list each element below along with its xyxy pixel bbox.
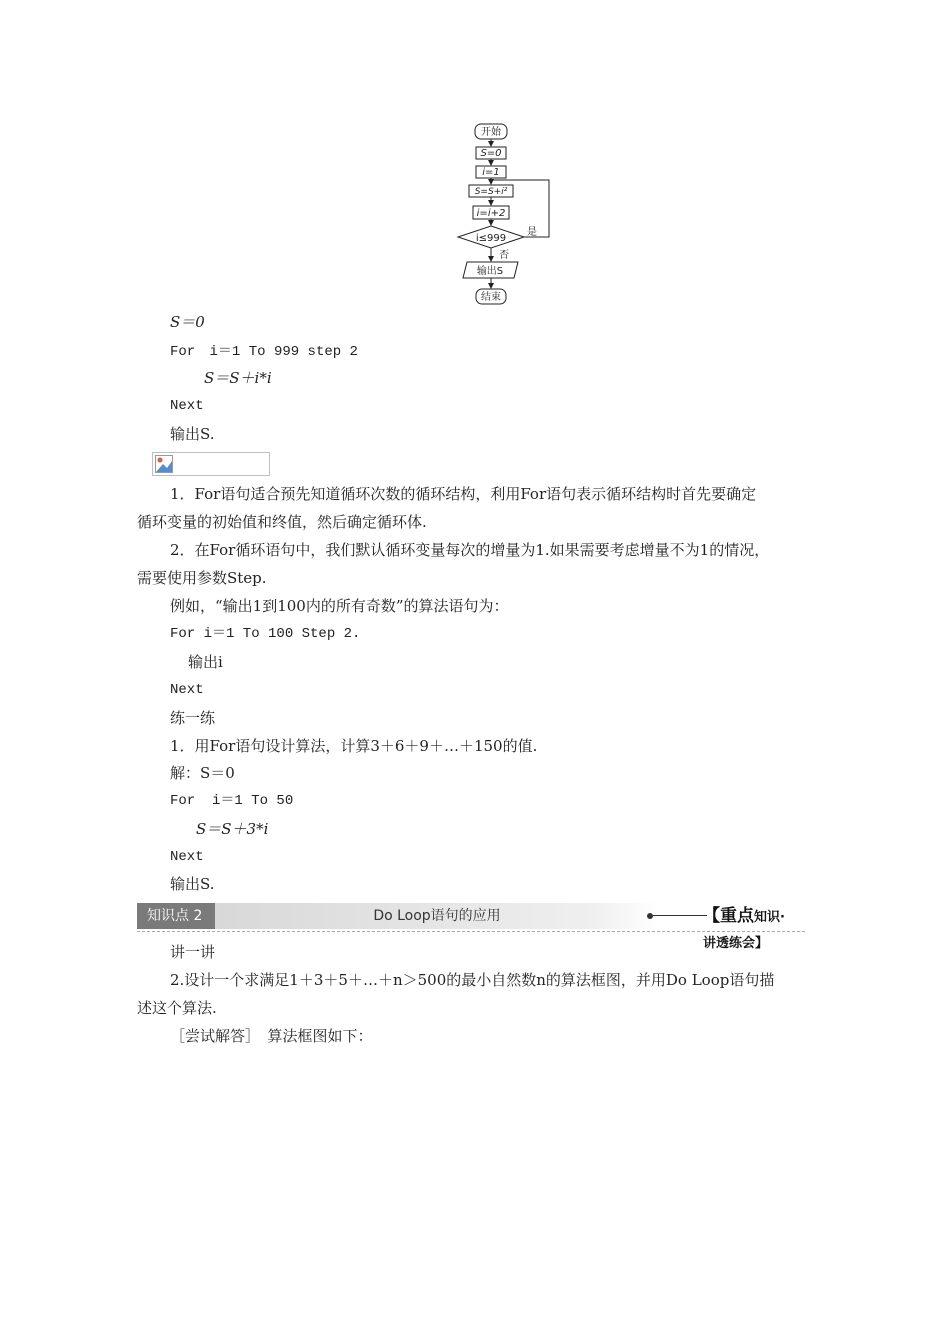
practice-answer4: Next bbox=[170, 849, 204, 865]
note-code2: 输出i bbox=[188, 653, 223, 671]
practice-title: 练一练 bbox=[170, 709, 216, 727]
flow-no-text: 否 bbox=[499, 250, 509, 261]
flow-step-text: i=i+2 bbox=[476, 208, 506, 219]
note-code1: For i＝1 To 100 Step 2. bbox=[170, 626, 361, 642]
note-code3: Next bbox=[170, 682, 204, 698]
flow-output-text: 输出S bbox=[476, 266, 504, 277]
practice-question: 1．用For语句设计算法，计算3＋6＋9＋…＋150的值. bbox=[170, 737, 538, 755]
image-placeholder bbox=[152, 452, 270, 476]
flowchart bbox=[440, 118, 570, 308]
section-banner bbox=[137, 903, 793, 951]
section-label: 【重点知识·讲透练会】 bbox=[703, 906, 785, 951]
section-tag: 知识点 2 bbox=[137, 903, 215, 929]
flow-init-i-text: i=1 bbox=[482, 167, 500, 178]
flow-start-text: 开始 bbox=[481, 127, 501, 138]
section-dot bbox=[647, 913, 653, 919]
broken-image-icon bbox=[155, 455, 173, 473]
lecture-question2: 述这个算法. bbox=[137, 999, 217, 1017]
lecture-answer: ［尝试解答］ 算法框图如下： bbox=[170, 1027, 373, 1045]
flow-end-text: 结束 bbox=[481, 292, 501, 303]
flow-init-s-text: S=0 bbox=[480, 148, 502, 159]
note-p3: 例如，“输出1到100内的所有奇数”的算法语句为： bbox=[170, 597, 509, 615]
section-title: Do Loop语句的应用 bbox=[373, 908, 501, 924]
code1-line4: Next bbox=[170, 398, 204, 414]
section-divider bbox=[137, 931, 805, 932]
note-p2a: 2．在For循环语句中，我们默认循环变量每次的增量为1.如果需要考虑增量不为1的情况， bbox=[170, 541, 770, 559]
section-title-bar bbox=[215, 903, 659, 929]
code1-line2: For i＝1 To 999 step 2 bbox=[170, 344, 358, 360]
lecture-question1: 2.设计一个求满足1＋3＋5＋…＋n＞500的最小自然数n的算法框图，并用Do Loop语句描 bbox=[170, 971, 775, 989]
note-p1a: 1．For语句适合预先知道循环次数的循环结构，利用For语句表示循环结构时首先要确定 bbox=[170, 485, 757, 503]
code1-line5: 输出S. bbox=[170, 425, 215, 443]
lecture-title: 讲一讲 bbox=[170, 943, 216, 961]
practice-answer2: For i＝1 To 50 bbox=[170, 793, 294, 809]
flow-yes-text: 是 bbox=[527, 227, 537, 238]
practice-answer5: 输出S. bbox=[170, 875, 215, 893]
practice-answer3: S＝S＋3*i bbox=[196, 820, 269, 838]
section-rule bbox=[653, 915, 707, 916]
note-p2b: 需要使用参数Step. bbox=[137, 569, 267, 587]
practice-answer1: 解：S＝0 bbox=[170, 764, 235, 782]
note-p1b: 循环变量的初始值和终值，然后确定循环体. bbox=[137, 513, 427, 531]
flow-body-text: S=S+i² bbox=[474, 187, 508, 197]
code1-line1: S＝0 bbox=[170, 313, 205, 331]
code1-line3: S＝S＋i*i bbox=[204, 369, 272, 387]
flow-condition-text: i≤999 bbox=[475, 233, 507, 244]
